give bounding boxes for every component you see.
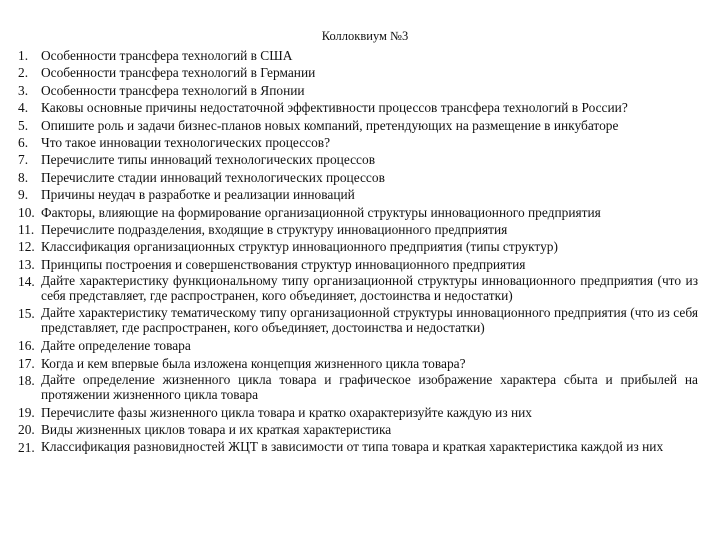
question-text: Опишите роль и задачи бизнес-планов новых компаний, претендующих на размещение в инкубаторе (41, 117, 619, 133)
question-text: Дайте определение жизненного цикла товара и графическое изображение характера сбыта и прибылей на протяжении жизненного цикла товара (41, 372, 698, 402)
question-text: Факторы, влияющие на формирование организационной структуры инновационного предприятия (41, 204, 601, 220)
question-text: Перечислите подразделения, входящие в структуру инновационного предприятия (41, 222, 508, 238)
question-item (18, 273, 698, 305)
question-item (18, 82, 698, 99)
question-item (18, 355, 698, 372)
question-text: Дайте характеристику функциональному типу организационной структуры инновационного предприятия (что из себя представляет, где распространен, кого объединяет, достоинства и недостатки) (41, 273, 698, 304)
question-item (18, 117, 698, 134)
question-item (18, 256, 698, 273)
question-item (18, 238, 698, 255)
question-text: Когда и кем впервые была изложена концепция жизненного цикла товара? (41, 355, 466, 371)
question-number: 11. (18, 222, 35, 238)
question-item (18, 169, 698, 186)
question-number: 16. (18, 338, 35, 354)
question-item (18, 305, 698, 337)
question-number: 20. (18, 422, 35, 438)
question-number: 14. (18, 274, 35, 290)
question-list (18, 47, 698, 456)
question-item (18, 99, 698, 116)
question-item (18, 151, 698, 168)
question-text: Классификация разновидностей ЖЦТ в зависимости от типа товара и краткая характеристика каждой из них (41, 439, 664, 454)
question-number: 10. (18, 204, 35, 220)
question-item (18, 372, 698, 404)
question-number: 4. (18, 100, 29, 116)
question-number: 18. (18, 373, 35, 389)
question-item (18, 337, 698, 354)
question-item (18, 421, 698, 438)
question-item (18, 64, 698, 81)
question-number: 21. (18, 439, 35, 455)
question-text: Дайте определение товара (41, 338, 191, 354)
question-item (18, 186, 698, 203)
question-text: Особенности трансфера технологий в США (41, 48, 293, 63)
question-number: 19. (18, 405, 35, 420)
question-text: Виды жизненных циклов товара и их краткая характеристика (41, 422, 392, 438)
question-text: Перечислите стадии инноваций технологических процессов (41, 169, 385, 185)
question-number: 17. (18, 355, 35, 371)
question-item (18, 134, 698, 151)
question-text: Каковы основные причины недостаточной эффективности процессов трансфера технологий в России? (41, 100, 628, 116)
question-text: Перечислите фазы жизненного цикла товара и кратко охарактеризуйте каждую из них (41, 405, 532, 420)
question-item (18, 439, 698, 456)
question-number: 13. (18, 256, 35, 272)
question-text: Причины неудач в разработке и реализации инноваций (41, 187, 355, 203)
question-number: 5. (18, 117, 29, 133)
question-text: Классификация организационных структур инновационного предприятия (типы структур) (41, 239, 558, 255)
question-number: 7. (18, 152, 29, 168)
question-number: 2. (18, 65, 29, 81)
question-number: 8. (18, 169, 29, 185)
question-item (18, 404, 698, 421)
question-number: 9. (18, 187, 29, 203)
question-text: Особенности трансфера технологий в Германии (41, 65, 316, 81)
question-text: Перечислите типы инноваций технологических процессов (41, 152, 376, 168)
question-item (18, 47, 698, 64)
question-text: Особенности трансфера технологий в Японии (41, 82, 305, 98)
question-text: Принципы построения и совершенствования структур инновационного предприятия (41, 256, 526, 272)
question-number: 15. (18, 306, 35, 322)
question-number: 12. (18, 239, 35, 255)
question-number: 6. (18, 135, 29, 151)
question-number: 3. (18, 82, 29, 98)
page-title: Коллоквиум №3 (321, 29, 409, 43)
question-text: Дайте характеристику тематическому типу организационной структуры инновационного предприятия (что из себя представляет, где распространен, кого объединяет, достоинства и недостатки) (41, 305, 698, 336)
question-item (18, 221, 698, 238)
question-item (18, 204, 698, 221)
question-number: 1. (18, 48, 29, 63)
question-text: Что такое инновации технологических процессов? (41, 135, 331, 151)
